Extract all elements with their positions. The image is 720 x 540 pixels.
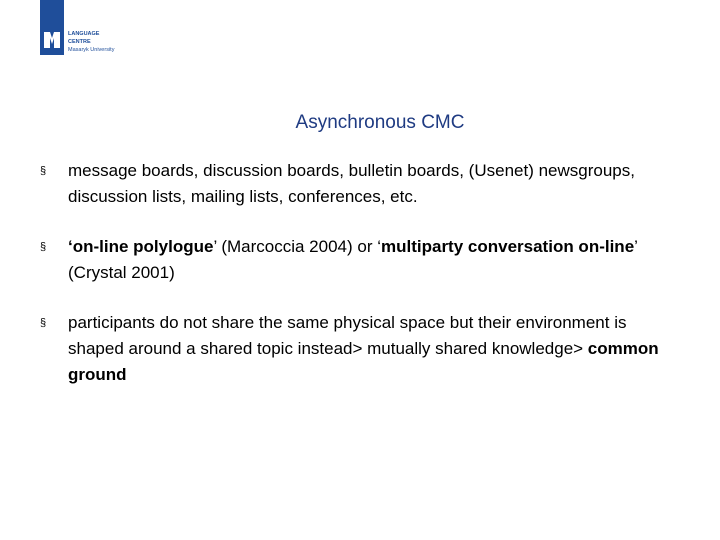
bullet-marker: §: [40, 317, 47, 329]
bullet-term-common-ground: common ground: [68, 339, 659, 384]
bullet-term-polylogue: ‘on-line polylogue: [68, 237, 214, 256]
bullet-term-multiparty: multiparty conversation on-line: [381, 237, 635, 256]
bullet-marker: §: [40, 165, 47, 177]
logo-text: [68, 30, 114, 54]
logo-line-2: CENTRE: [68, 39, 91, 45]
bullet-citation: ’ (Crystal 2001): [68, 237, 638, 282]
logo-line-3: Masaryk University: [68, 47, 115, 53]
bullet-list: [40, 158, 680, 412]
bullet-item: [40, 310, 680, 388]
logo-emblem-icon: [40, 0, 64, 55]
bullet-citation: ’ (Marcoccia 2004) or ‘: [213, 237, 381, 256]
slide-title: Asynchronous CMC: [295, 112, 465, 133]
bullet-text: message boards, discussion boards, bulletin boards, (Usenet) newsgroups, discussion lists, mailing lists, conferences, etc.: [68, 161, 635, 206]
language-centre-logo: [40, 0, 160, 60]
bullet-item: [40, 234, 680, 286]
logo-line-1: LANGUAGE: [68, 31, 100, 37]
bullet-item: [40, 158, 680, 210]
bullet-marker: §: [40, 241, 47, 253]
bullet-text: participants do not share the same physical space but their environment is shaped around a shared topic instead> mutually shared knowledge>: [68, 313, 627, 358]
